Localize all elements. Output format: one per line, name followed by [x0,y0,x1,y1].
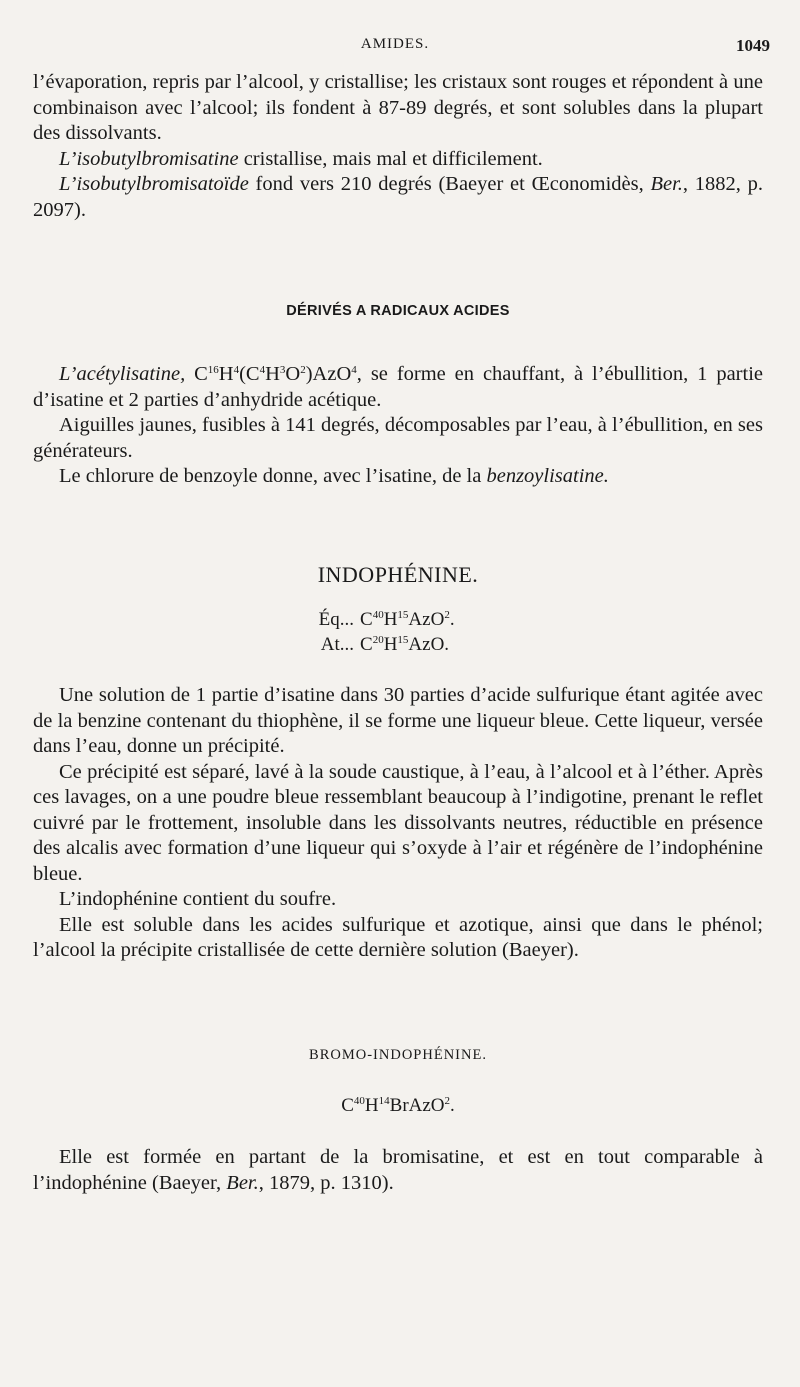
paragraph-soufre: L’indophénine contient du soufre. [59,888,337,910]
paragraph-bromisatine [33,1145,763,1196]
compound-name: benzoylisatine. [486,465,609,487]
paragraph-isobutylbromisatine [33,147,763,173]
running-title: AMIDES. [360,36,430,52]
formula-equivalent [33,607,763,632]
formula-bromo: $C^{40}H^{14}BrAzO^2$. [341,1095,455,1116]
page-header [20,36,770,60]
paragraph-text: , 1879, p. 1310). [258,1171,394,1194]
paragraph-benzoyle [33,464,763,490]
chemical-formula: $C^{20}H^{15}AzO$. [360,634,450,655]
paragraph-text: , 1882, p. 2097). [33,173,763,221]
paragraph-acetylisatine [33,362,763,413]
compound-name: L’isobutylbromisatoïde [59,173,249,195]
compound-name: L’acétylisatine, [59,363,186,385]
formula-label: At... [320,634,354,655]
formula-label: Éq... [318,609,354,630]
paragraph-solution: Une solution de 1 partie d’isatine dans 30 parties d’acide sulfurique étant agitée avec de la benzine contenant du thiophène, il se forme une liqueur bleue. Cette liqueur, versée dans l’eau, donne un précipité. [33,684,763,757]
bromo-paragraphs [33,1145,763,1196]
journal-ref: Ber. [226,1171,259,1194]
paragraph-aiguilles: Aiguilles jaunes, fusibles à 141 degrés, décomposables par l’eau, à l’ébullition, en ses générateurs. [33,414,763,462]
journal-ref: Ber. [650,173,683,195]
paragraph-soluble: Elle est soluble dans les acides sulfurique et azotique, ainsi que dans le phénol; l’alcool la précipite cristallisée de cette dernière solution (Baeyer). [33,913,763,961]
section-title-bromo: BROMO-INDOPHÉNINE. [309,1047,487,1063]
chemical-formula: $C^{16}H^4(C^4H^3O^2)AzO^4$, [185,363,362,385]
paragraph-text: se forme en chauffant, à l’ébullition, 1 partie d’isatine et 2 parties d’anhydride acétique. [33,363,763,411]
formula-atomic [33,632,763,657]
formula-block [33,607,763,657]
paragraph-evaporation: l’évaporation, repris par l’alcool, y cristallise; les cristaux sont rouges et répondent à une combinaison avec l’alcool; ils fondent à 87-89 degrés, et sont solubles dans la plupart des dissolvants. [33,71,763,144]
paragraph-text: Elle est formée en partant de la bromisatine, et est en tout comparable à l’indophénine (Baeyer, [33,1146,763,1194]
indophenine-paragraphs [33,683,763,964]
paragraph-text: Le chlorure de benzoyle donne, avec l’isatine, de la [59,465,487,487]
compound-name: L’isobutylbromisatine [59,147,239,170]
derives-paragraphs [33,362,763,490]
page-number: 1049 [736,36,770,55]
paragraph-text: fond vers 210 degrés (Baeyer et Œconomidès, [248,173,651,195]
section-title-indophenine: INDOPHÉNINE. [317,562,479,587]
chemical-formula: $C^{40}H^{15}AzO^2$. [360,609,455,630]
paragraph-precipite: Ce précipité est séparé, lavé à la soude caustique, à l’eau, à l’alcool et à l’éther. Après ces lavages, on a une poudre bleue ressemblant beaucoup à l’indigotine, prenant le reflet cuivré par le frottement, insoluble dans les dissolvants neutres, réductible en présence des alcalis avec formation d’une liqueur qui s’oxyde à l’air et régénère de l’indophénine bleue. [33,760,763,885]
section-title-derives: DÉRIVÉS A RADICAUX ACIDES [286,303,510,319]
paragraph-isobutylbromisatoide [33,172,763,223]
top-paragraphs [33,70,763,223]
paragraph-text: cristallise, mais mal et difficilement. [238,147,543,170]
